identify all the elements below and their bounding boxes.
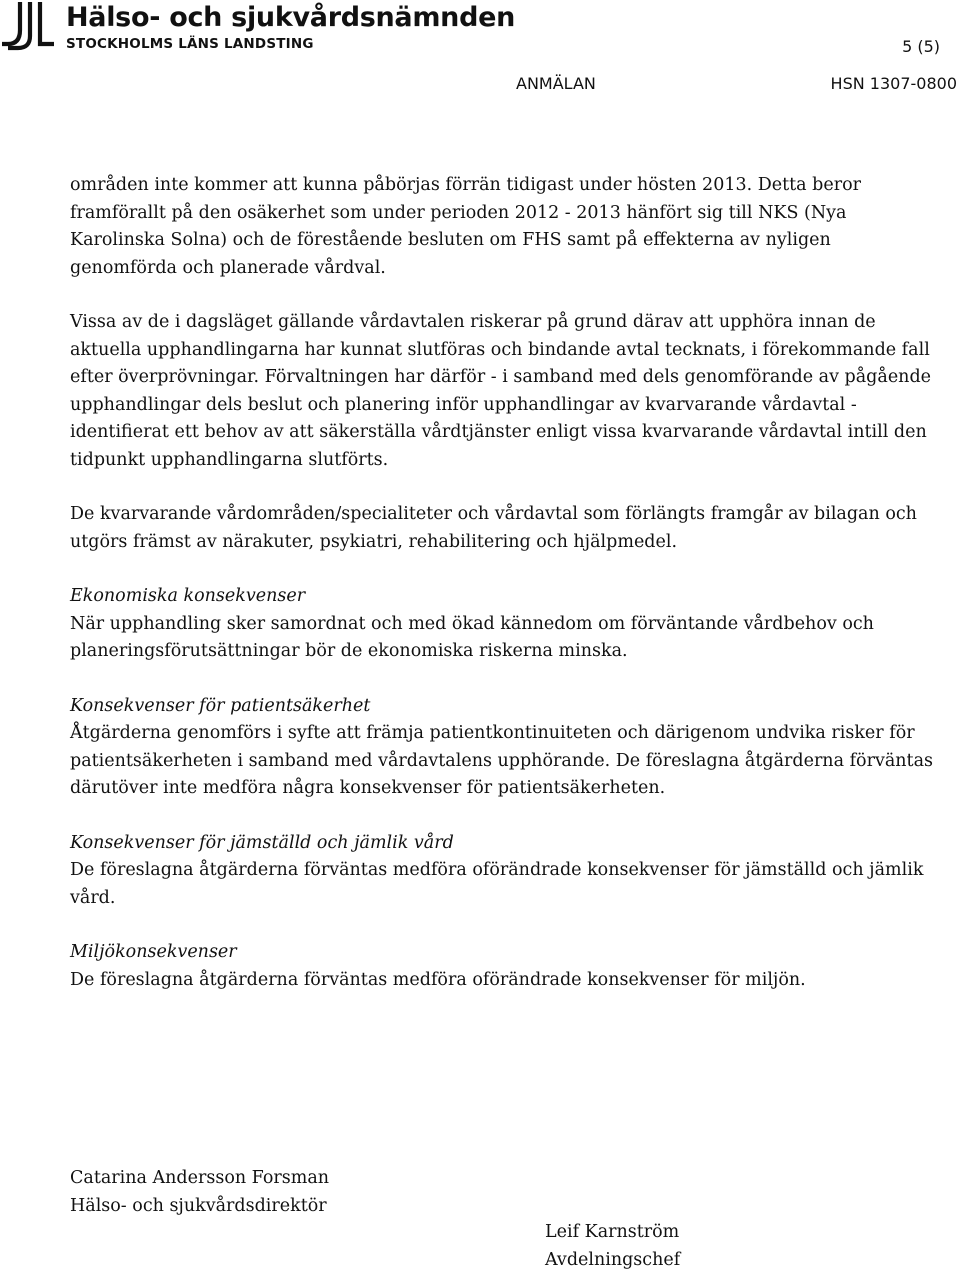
signature-left [70,1165,329,1220]
section-heading: Miljökonsekvenser [70,942,237,962]
section-heading: Konsekvenser för jämställd och jämlik vård [70,832,454,853]
paragraph-2: Vissa av de i dagsläget gällande vårdavtalen riskerar på grund därav att upphöra innan de aktuella upphandlingarna har kunnat slutföras och bindande avtal tecknats, i förekommande fall efter överprövningar. Förvaltningen har därför - i samband med dels genomförande av pågående upphandlingar dels beslut och planering inför upphandlingar av kvarvarande vårdavtal - identifierat ett behov av att säkerställa vårdtjänster enligt vissa kvarvarande vårdavtal intill den tidpunkt upphandlingarna slutförts. [70,312,932,470]
paragraph-1: områden inte kommer att kunna påbörjas förrän tidigast under hösten 2013. Detta beror framförallt på den osäkerhet som under perioden 2012 - 2013 hänfört sig till NKS (Nya Karolinska Solna) och de förestående besluten om FHS samt på effekterna av nyligen genomförda och planerade vårdval. [70,175,861,278]
signatory-name: Catarina Andersson Forsman [70,1168,330,1188]
section-heading: Ekonomiska konsekvenser [70,586,306,606]
section-equality [70,830,940,913]
section-economic [70,583,940,666]
document-type: ANMÄLAN [516,74,596,93]
paragraph-3: De kvarvarande vårdområden/specialiteter och vårdavtal som förlängts framgår av bilagan och utgörs främst av närakuter, psykiatri, rehabilitering och hjälpmedel. [70,504,917,552]
organization-subtitle: STOCKHOLMS LÄNS LANDSTING [66,36,314,52]
section-text: När upphandling sker samordnat och med ökad kännedom om förväntande vårdbehov och planeringsförutsättningar bör de ekonomiska riskerna minska. [70,613,874,661]
section-patient-safety [70,693,940,803]
sll-logo-icon [0,0,56,52]
signature-right [545,1219,680,1274]
document-id: HSN 1307-0800 [830,74,957,93]
section-environment [70,939,940,994]
organization-name: Hälso- och sjukvårdsnämnden [66,2,516,33]
signatory-title: Hälso- och sjukvårdsdirektör [70,1195,327,1216]
section-text: De föreslagna åtgärderna förväntas medföra oförändrade konsekvenser för jämställd och jämlik vård. [70,860,924,908]
section-heading: Konsekvenser för patientsäkerhet [70,695,371,716]
signatory-name: Leif Karnström [545,1222,680,1242]
section-text: Åtgärderna genomförs i syfte att främja patientkontinuiteten och därigenom undvika risker för patientsäkerheten i samband med vårdavtalens upphörande. De föreslagna åtgärderna förväntas därutöver inte medföra några konsekvenser för patientsäkerheten. [70,723,933,798]
section-text: De föreslagna åtgärderna förväntas medföra oförändrade konsekvenser för miljön. [70,969,806,990]
page-number: 5 (5) [902,37,940,56]
document-body [70,172,940,1021]
signatory-title: Avdelningschef [545,1249,681,1270]
